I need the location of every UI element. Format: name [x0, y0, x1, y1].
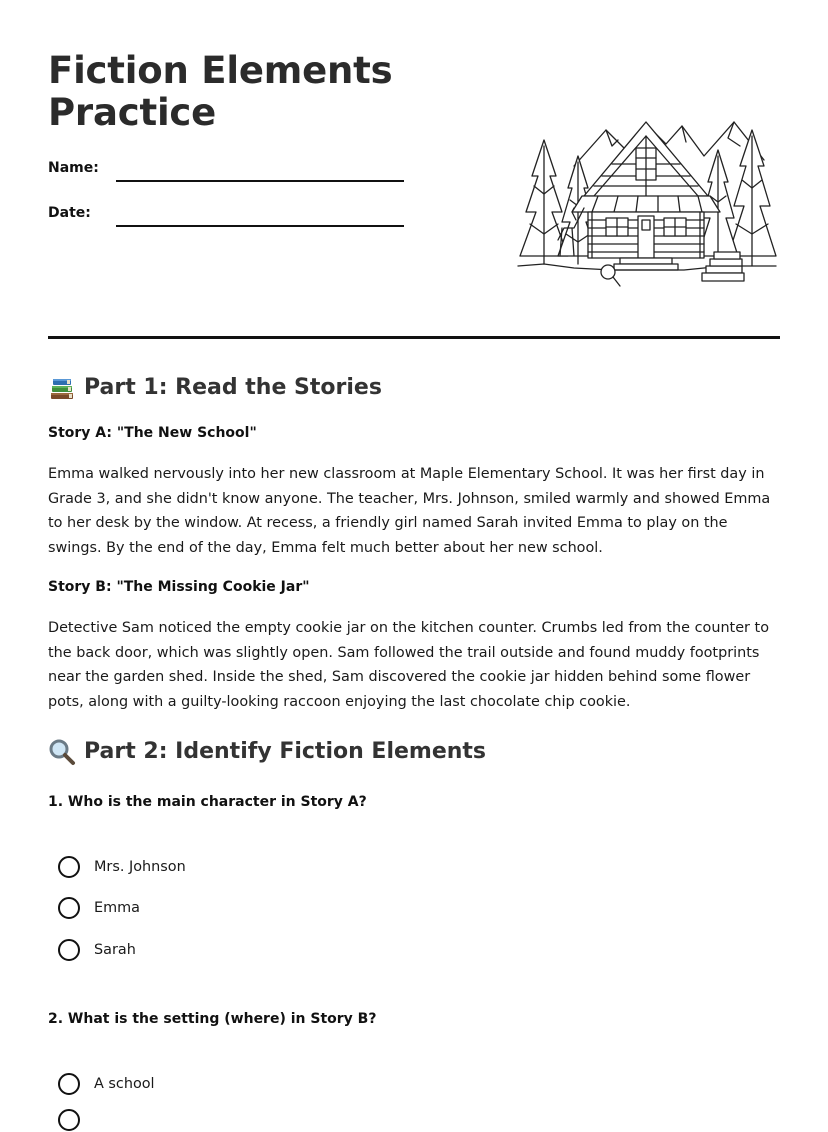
q2-option-1[interactable]	[58, 1072, 155, 1096]
worksheet-page	[48, 0, 780, 1118]
books-icon	[48, 374, 76, 402]
radio-button[interactable]	[58, 1109, 80, 1131]
title-line-1: Fiction Elements	[48, 49, 393, 92]
name-label: Name:	[48, 160, 99, 176]
q2-option-2[interactable]	[58, 1108, 80, 1132]
story-a-title: Story A: "The New School"	[48, 425, 257, 441]
radio-button[interactable]	[58, 897, 80, 919]
story-a-text: Emma walked nervously into her new classroom at Maple Elementary School. It was her first day in Grade 3, and she didn't know anyone. The teacher, Mrs. Johnson, smiled warmly and showed Emma to her desk by the window. At recess, a friendly girl named Sarah invited Emma to play on the swings. By the end of the day, Emma felt much better about her new school.	[48, 466, 771, 556]
name-line[interactable]	[116, 180, 404, 182]
name-field[interactable]	[48, 160, 408, 186]
q1-option-1[interactable]	[58, 855, 186, 879]
part2-heading	[48, 738, 486, 766]
option-label: Emma	[94, 900, 140, 916]
radio-button[interactable]	[58, 939, 80, 961]
story-b-text: Detective Sam noticed the empty cookie jar on the kitchen counter. Crumbs led from the counter to the back door, which was slightly open. Sam followed the trail outside and found muddy footprints near the garden shed. Inside the shed, Sam discovered the cookie jar hidden behind some flower pots, along with a guilty-looking raccoon enjoying the last chocolate chip cookie.	[48, 620, 769, 710]
option-label: Mrs. Johnson	[94, 859, 186, 875]
log-cabin-icon	[514, 116, 778, 292]
magnifying-glass-icon	[48, 738, 76, 766]
option-label: Sarah	[94, 942, 136, 958]
title-line-2: Practice	[48, 91, 217, 134]
date-line[interactable]	[116, 225, 404, 227]
worksheet-header	[48, 0, 780, 340]
story-b-title: Story B: "The Missing Cookie Jar"	[48, 579, 310, 595]
q1-option-2[interactable]	[58, 896, 140, 920]
radio-button[interactable]	[58, 856, 80, 878]
q1-option-3[interactable]	[58, 938, 136, 962]
worksheet-title	[48, 50, 392, 134]
option-label: A school	[94, 1076, 155, 1092]
part1-heading	[48, 374, 382, 402]
question-1: 1. Who is the main character in Story A?	[48, 794, 367, 810]
part2-title: Part 2: Identify Fiction Elements	[84, 739, 487, 764]
header-divider	[48, 336, 780, 339]
date-label: Date:	[48, 205, 91, 221]
radio-button[interactable]	[58, 1073, 80, 1095]
question-2: 2. What is the setting (where) in Story B?	[48, 1011, 377, 1027]
part1-title: Part 1: Read the Stories	[84, 375, 382, 400]
date-field[interactable]	[48, 205, 408, 231]
